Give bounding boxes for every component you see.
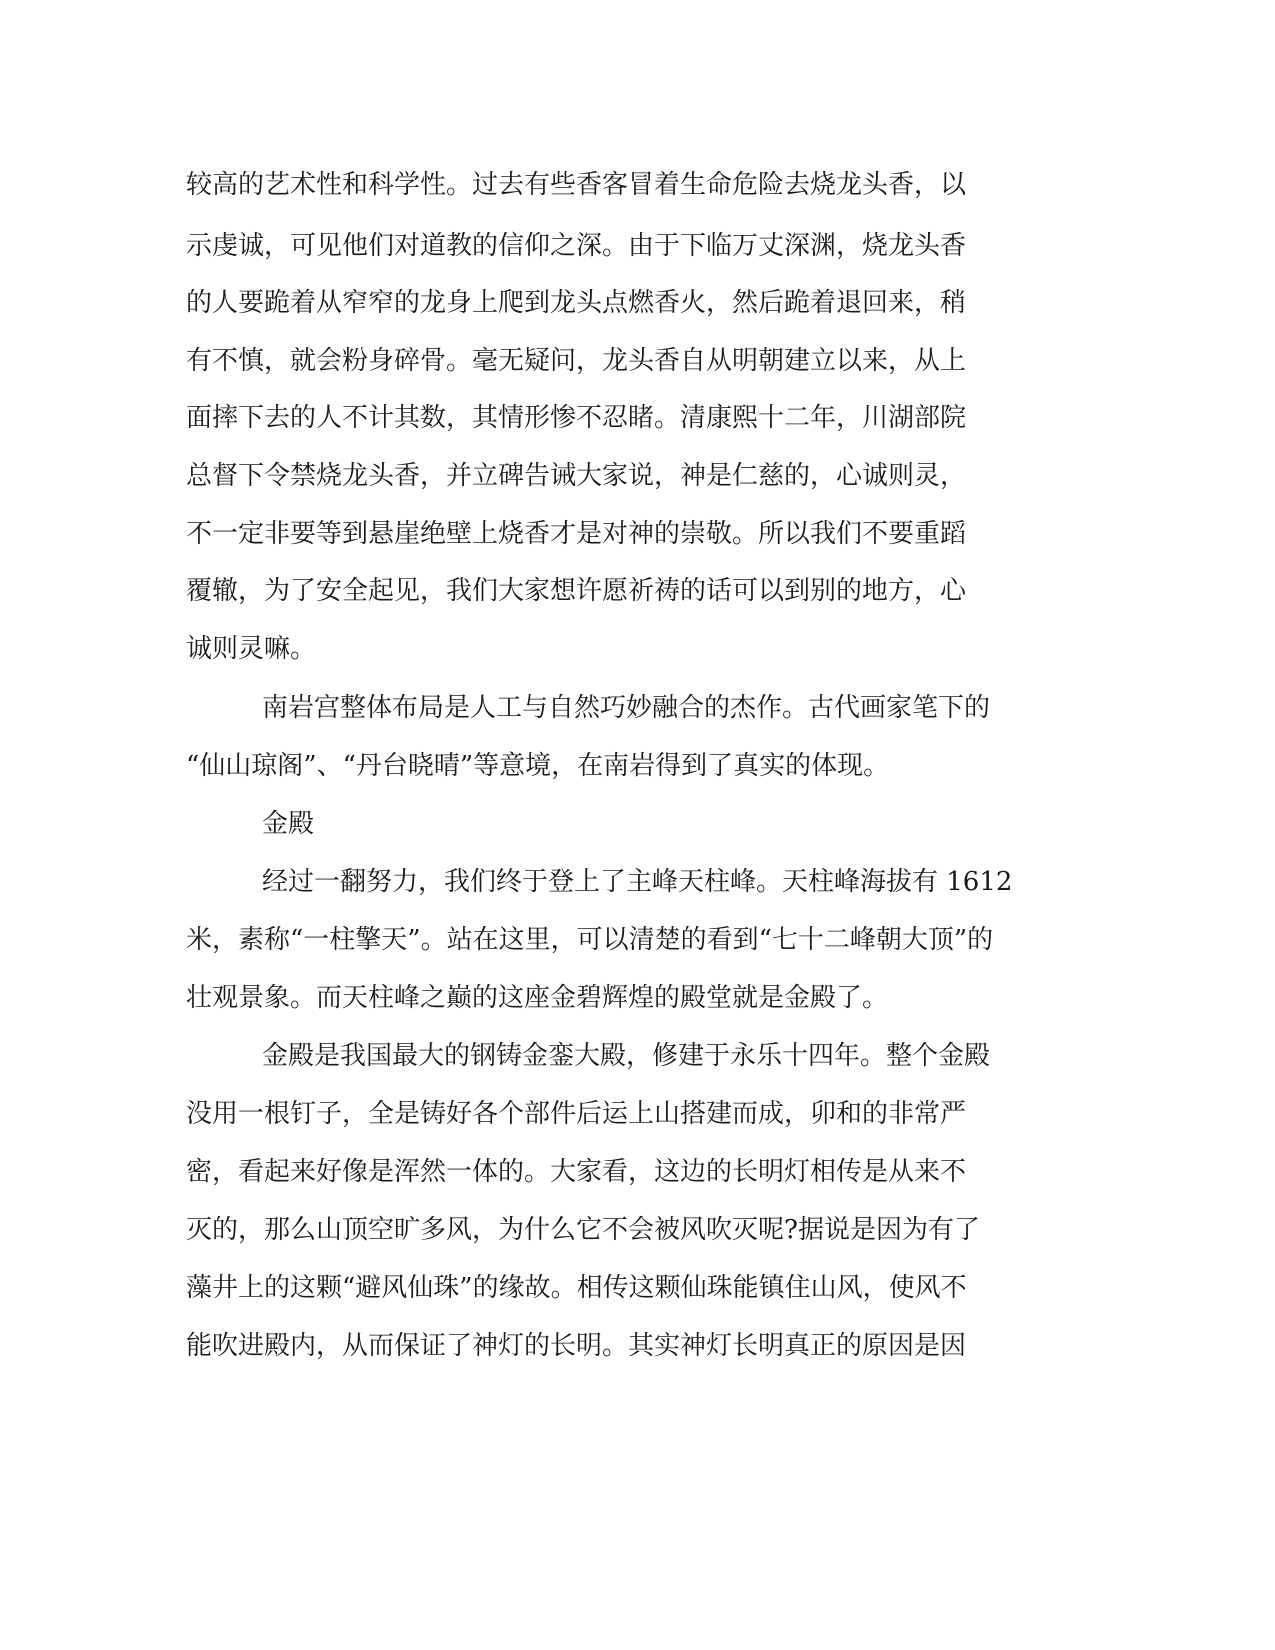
text-line: 较高的艺术性和科学性。过去有些香客冒着生命危险去烧龙头香，以 (186, 170, 967, 200)
section-heading: 金殿 (262, 809, 315, 839)
paragraph-first-line: 南岩宫整体布局是人工与自然巧妙融合的杰作。古代画家笔下的 (262, 693, 991, 723)
text-line: 灭的，那么山顶空旷多风，为什么它不会被风吹灭呢?据说是因为有了 (186, 1215, 980, 1245)
text-line: 没用一根钉子，全是铸好各个部件后运上山搭建而成，卯和的非常严 (186, 1099, 967, 1129)
text-line: “仙山琼阁”、“丹台晓晴”等意境，在南岩得到了真实的体现。 (186, 751, 890, 781)
text-line: 总督下令禁烧龙头香，并立碑告诫大家说，神是仁慈的，心诚则灵， (186, 461, 967, 491)
text-line: 壮观景象。而天柱峰之巅的这座金碧辉煌的殿堂就是金殿了。 (186, 983, 889, 1013)
text-line: 的人要跪着从窄窄的龙身上爬到龙头点燃香火，然后跪着退回来，稍 (186, 288, 967, 318)
text-line: 面摔下去的人不计其数，其情形惨不忍睹。清康熙十二年，川湖部院 (186, 403, 967, 433)
text-line: 密，看起来好像是浑然一体的。大家看，这边的长明灯相传是从来不 (186, 1157, 967, 1187)
paragraph-first-line: 金殿是我国最大的钢铸金銮大殿，修建于永乐十四年。整个金殿 (262, 1041, 991, 1071)
text-line: 诚则灵嘛。 (186, 634, 317, 664)
text-line: 米，素称“一柱擎天”。站在这里，可以清楚的看到“七十二峰朝大顶”的 (186, 925, 994, 955)
paragraph-first-line: 经过一翻努力，我们终于登上了主峰天柱峰。天柱峰海拔有 1612 (262, 867, 1013, 897)
text-line: 有不慎，就会粉身碎骨。毫无疑问，龙头香自从明朝建立以来，从上 (186, 346, 967, 376)
text-line: 示虔诚，可见他们对道教的信仰之深。由于下临万丈深渊，烧龙头香 (186, 231, 967, 261)
text-line: 不一定非要等到悬崖绝壁上烧香才是对神的崇敬。所以我们不要重蹈 (186, 519, 967, 549)
text-line: 覆辙，为了安全起见，我们大家想许愿祈祷的话可以到别的地方，心 (186, 576, 967, 606)
text-line: 藻井上的这颗“避风仙珠”的缘故。相传这颗仙珠能镇住山风，使风不 (186, 1273, 967, 1303)
text-line: 能吹进殿内，从而保证了神灯的长明。其实神灯长明真正的原因是因 (186, 1331, 967, 1361)
